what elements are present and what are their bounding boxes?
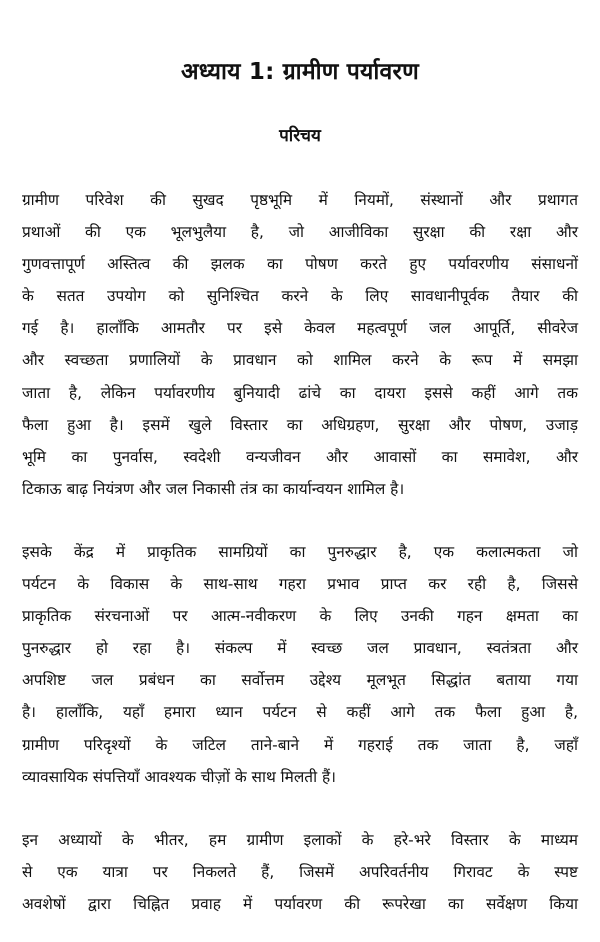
text-line: जाता है, लेकिन पर्यावरणीय बुनियादी ढांचे का दायरा इससे कहीं आगे तक xyxy=(22,383,578,402)
text-line: गुणवत्तापूर्ण अस्तित्व की झलक का पोषण करते हुए पर्यावरणीय संसाधनों xyxy=(22,255,578,274)
text-line: के सतत उपयोग को सुनिश्चित करने के लिए सावधानीपूर्वक तैयार की xyxy=(22,287,578,306)
text-line: भूमि का पुनर्वास, स्वदेशी वन्यजीवन और आवासों का समावेश, और xyxy=(22,447,578,466)
paragraph-1 xyxy=(22,184,578,505)
text-line: प्रथाओं की एक भूलभुलैया है, जो आजीविका सुरक्षा की रक्षा और xyxy=(22,223,578,242)
text-line: टिकाऊ बाढ़ नियंत्रण और जल निकासी तंत्र का कार्यान्वयन शामिल है। xyxy=(22,479,405,498)
chapter-title: अध्याय 1: ग्रामीण पर्यावरण xyxy=(181,59,419,85)
text-line: गई है। हालाँकि आमतौर पर इसे केवल महत्वपूर्ण जल आपूर्ति, सीवरेज xyxy=(22,319,578,338)
text-line: है। हालाँकि, यहाँ हमारा ध्यान पर्यटन से कहीं आगे तक फैला हुआ है, xyxy=(22,703,578,722)
text-line: प्राकृतिक संरचनाओं पर आत्म-नवीकरण के लिए उनकी गहन क्षमता का xyxy=(22,607,578,626)
text-line: इसके केंद्र में प्राकृतिक सामग्रियों का पुनरुद्धार है, एक कलात्मकता जो xyxy=(22,542,578,561)
text-line: अपशिष्ट जल प्रबंधन का सर्वोत्तम उद्देश्य मूलभूत सिद्धांत बताया गया xyxy=(22,671,578,690)
text-line: फैला हुआ है। इसमें खुले विस्तार का अधिग्रहण, सुरक्षा और पोषण, उजाड़ xyxy=(22,415,578,434)
text-line: इन अध्यायों के भीतर, हम ग्रामीण इलाकों के हरे-भरे विस्तार के माध्यम xyxy=(22,830,578,849)
paragraph-3 xyxy=(22,824,578,920)
text-line: ग्रामीण परिदृश्यों के जटिल ताने-बाने में गहराई तक जाता है, जहाँ xyxy=(22,735,578,754)
paragraph-2 xyxy=(22,536,578,793)
section-heading: परिचय xyxy=(279,126,321,146)
text-line: और स्वच्छता प्रणालियों के प्रावधान को शामिल करने के रूप में समझा xyxy=(22,351,578,370)
text-line: अवशेषों द्वारा चिह्नित प्रवाह में पर्यावरण की रूपरेखा का सर्वेक्षण किया xyxy=(22,894,578,913)
text-line: से एक यात्रा पर निकलते हैं, जिसमें अपरिवर्तनीय गिरावट के स्पष्ट xyxy=(22,862,578,881)
text-line: पुनरुद्धार हो रहा है। संकल्प में स्वच्छ जल प्रावधान, स्वतंत्रता और xyxy=(22,639,578,658)
text-line: ग्रामीण परिवेश की सुखद पृष्ठभूमि में नियमों, संस्थानों और प्रथागत xyxy=(22,191,578,209)
text-line: पर्यटन के विकास के साथ-साथ गहरा प्रभाव प्राप्त कर रही है, जिससे xyxy=(22,575,578,594)
text-line: व्यावसायिक संपत्तियाँ आवश्यक चीज़ों के साथ मिलती हैं। xyxy=(22,767,336,786)
